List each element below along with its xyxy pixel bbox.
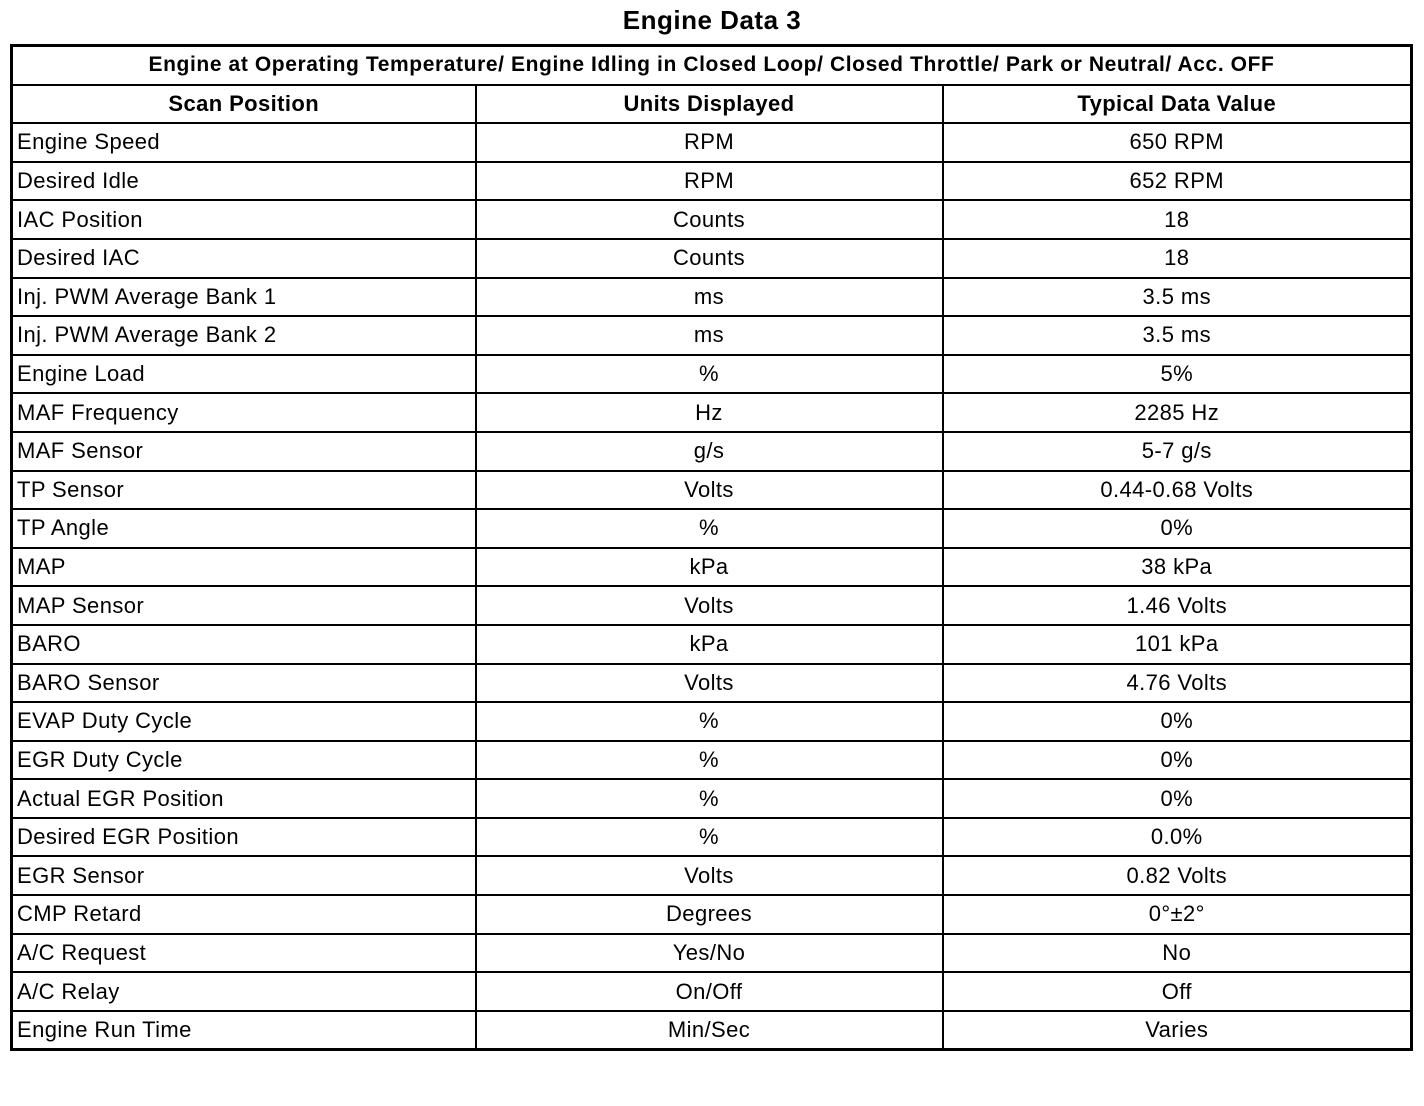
- table-row: [12, 162, 1412, 201]
- scan-position-cell: BARO Sensor: [12, 664, 476, 703]
- table-row: [12, 316, 1412, 355]
- units-cell: Volts: [476, 471, 943, 510]
- scan-position-cell: Engine Run Time: [12, 1011, 476, 1050]
- table-row: [12, 702, 1412, 741]
- units-cell: Volts: [476, 586, 943, 625]
- typical-value-cell: 0%: [943, 702, 1412, 741]
- units-cell: %: [476, 741, 943, 780]
- header-units-displayed: Units Displayed: [476, 85, 943, 124]
- condition-row: [12, 46, 1412, 85]
- scan-position-cell: Actual EGR Position: [12, 779, 476, 818]
- units-cell: Yes/No: [476, 934, 943, 973]
- table-row: [12, 934, 1412, 973]
- table-row: [12, 586, 1412, 625]
- units-cell: %: [476, 355, 943, 394]
- units-cell: kPa: [476, 625, 943, 664]
- header-scan-position: Scan Position: [12, 85, 476, 124]
- scan-position-cell: EGR Sensor: [12, 856, 476, 895]
- units-cell: %: [476, 702, 943, 741]
- scan-position-cell: IAC Position: [12, 200, 476, 239]
- typical-value-cell: 4.76 Volts: [943, 664, 1412, 703]
- units-cell: Counts: [476, 200, 943, 239]
- typical-value-cell: 3.5 ms: [943, 316, 1412, 355]
- scan-position-cell: Desired IAC: [12, 239, 476, 278]
- units-cell: ms: [476, 278, 943, 317]
- typical-value-cell: 0%: [943, 779, 1412, 818]
- typical-value-cell: 5%: [943, 355, 1412, 394]
- units-cell: %: [476, 509, 943, 548]
- scan-position-cell: Inj. PWM Average Bank 2: [12, 316, 476, 355]
- scan-position-cell: CMP Retard: [12, 895, 476, 934]
- table-row: [12, 200, 1412, 239]
- scan-position-cell: A/C Relay: [12, 972, 476, 1011]
- typical-value-cell: Varies: [943, 1011, 1412, 1050]
- scan-position-cell: MAP: [12, 548, 476, 587]
- page-title: Engine Data 3: [622, 5, 802, 35]
- header-row: [12, 85, 1412, 124]
- units-cell: RPM: [476, 162, 943, 201]
- scan-position-cell: MAF Frequency: [12, 393, 476, 432]
- table-row: [12, 818, 1412, 857]
- typical-value-cell: 0.0%: [943, 818, 1412, 857]
- table-row: [12, 393, 1412, 432]
- table-row: [12, 856, 1412, 895]
- table-row: [12, 548, 1412, 587]
- units-cell: ms: [476, 316, 943, 355]
- table-row: [12, 278, 1412, 317]
- typical-value-cell: 18: [943, 239, 1412, 278]
- table-row: [12, 123, 1412, 162]
- typical-value-cell: 0.82 Volts: [943, 856, 1412, 895]
- table-row: [12, 355, 1412, 394]
- units-cell: Min/Sec: [476, 1011, 943, 1050]
- scan-position-cell: Engine Load: [12, 355, 476, 394]
- table-row: [12, 664, 1412, 703]
- units-cell: %: [476, 779, 943, 818]
- units-cell: %: [476, 818, 943, 857]
- typical-value-cell: 0°±2°: [943, 895, 1412, 934]
- scan-position-cell: EVAP Duty Cycle: [12, 702, 476, 741]
- typical-value-cell: 3.5 ms: [943, 278, 1412, 317]
- typical-value-cell: 101 kPa: [943, 625, 1412, 664]
- units-cell: Volts: [476, 664, 943, 703]
- table-row: [12, 895, 1412, 934]
- table-row: [12, 471, 1412, 510]
- typical-value-cell: 5-7 g/s: [943, 432, 1412, 471]
- scan-position-cell: Desired EGR Position: [12, 818, 476, 857]
- units-cell: Volts: [476, 856, 943, 895]
- typical-value-cell: 18: [943, 200, 1412, 239]
- typical-value-cell: 0.44-0.68 Volts: [943, 471, 1412, 510]
- scan-position-cell: TP Angle: [12, 509, 476, 548]
- scan-position-cell: MAF Sensor: [12, 432, 476, 471]
- units-cell: RPM: [476, 123, 943, 162]
- table-row: [12, 432, 1412, 471]
- engine-data-table: [10, 44, 1413, 1051]
- table-row: [12, 625, 1412, 664]
- table-row: [12, 1011, 1412, 1050]
- scan-position-cell: Desired Idle: [12, 162, 476, 201]
- typical-value-cell: 1.46 Volts: [943, 586, 1412, 625]
- header-typical-data-value: Typical Data Value: [943, 85, 1412, 124]
- scan-position-cell: EGR Duty Cycle: [12, 741, 476, 780]
- typical-value-cell: Off: [943, 972, 1412, 1011]
- units-cell: kPa: [476, 548, 943, 587]
- units-cell: On/Off: [476, 972, 943, 1011]
- table-row: [12, 972, 1412, 1011]
- table-row: [12, 779, 1412, 818]
- scan-position-cell: TP Sensor: [12, 471, 476, 510]
- scan-position-cell: Inj. PWM Average Bank 1: [12, 278, 476, 317]
- units-cell: Counts: [476, 239, 943, 278]
- scan-position-cell: A/C Request: [12, 934, 476, 973]
- units-cell: Degrees: [476, 895, 943, 934]
- typical-value-cell: 38 kPa: [943, 548, 1412, 587]
- units-cell: g/s: [476, 432, 943, 471]
- table-body: [12, 123, 1412, 1050]
- units-cell: Hz: [476, 393, 943, 432]
- operating-condition: Engine at Operating Temperature/ Engine Idling in Closed Loop/ Closed Throttle/ Park or Neutral/ Acc. OFF: [12, 46, 1412, 85]
- table-row: [12, 239, 1412, 278]
- scan-position-cell: Engine Speed: [12, 123, 476, 162]
- typical-value-cell: 2285 Hz: [943, 393, 1412, 432]
- table-row: [12, 741, 1412, 780]
- table-row: [12, 509, 1412, 548]
- typical-value-cell: 0%: [943, 509, 1412, 548]
- typical-value-cell: 650 RPM: [943, 123, 1412, 162]
- typical-value-cell: No: [943, 934, 1412, 973]
- typical-value-cell: 652 RPM: [943, 162, 1412, 201]
- typical-value-cell: 0%: [943, 741, 1412, 780]
- scan-position-cell: BARO: [12, 625, 476, 664]
- scan-position-cell: MAP Sensor: [12, 586, 476, 625]
